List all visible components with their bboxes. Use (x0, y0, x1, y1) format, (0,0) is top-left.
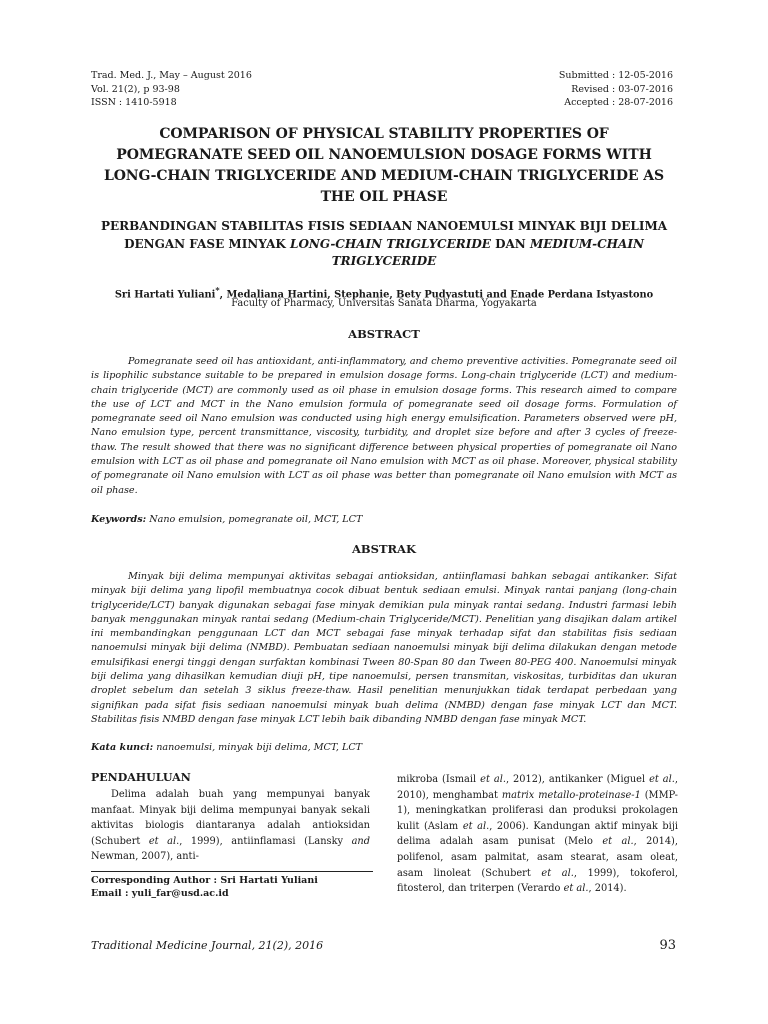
intro-text: , 2014), polifenol, asam palmitat, asam stearat, asam oleat, asam linoleat (Schubert (397, 836, 678, 879)
intro-text: Newman, 2007), anti- (91, 851, 199, 863)
title-id-line (90, 253, 678, 271)
affiliation: Faculty of Pharmacy, Universitas Sanata Dharma, Yogyakarta (231, 298, 537, 309)
intro-text: , 2006). Kandungan aktif minyak biji delima adalah asam punisat (Melo (397, 820, 678, 848)
corresponding-mark: * (215, 285, 220, 295)
title-id-italic: MEDIUM-CHAIN (529, 236, 644, 251)
intro-text: , 1999), tokoferol, fitosterol, dan triterpen (Verardo (397, 867, 678, 895)
page-number: 93 (659, 938, 676, 953)
footer-journal: Traditional Medicine Journal, 21(2), 2016 (91, 939, 324, 952)
title-line: COMPARISON OF PHYSICAL STABILITY PROPERTIES OF (159, 126, 609, 142)
revised-date: Revised : 03-07-2016 (571, 83, 673, 95)
title-id-line (90, 236, 678, 254)
intro-left-column (91, 787, 370, 865)
journal-name: Trad. Med. J., May – August 2016 (91, 70, 252, 81)
title-id-text: DENGAN FASE MINYAK (124, 236, 290, 251)
corresponding-email[interactable]: Email : yuli_far@usd.ac.id (91, 888, 229, 899)
other-authors: , Medaliana Hartini, Stephanie, Bety Pudyastuti and Enade Perdana Istyastono (219, 289, 654, 301)
intro-italic: et al. (148, 835, 180, 847)
journal-issn: ISSN : 1410-5918 (91, 97, 177, 108)
title-id-italic: LONG-CHAIN TRIGLYCERIDE (290, 236, 491, 251)
accepted-date: Accepted : 28-07-2016 (564, 97, 673, 108)
intro-italic: et al. (649, 774, 675, 785)
title-id-italic: TRIGLYCERIDE (331, 254, 437, 268)
abstract-keywords (91, 514, 362, 525)
intro-italic: et al. (480, 774, 506, 785)
intro-italic: and (351, 835, 370, 847)
intro-text: Delima adalah buah yang mempunyai banyak manfaat. Minyak biji delima mempunyai banyak sekali aktivitas biologis diantaranya adalah antioksidan (Schubert (91, 789, 370, 847)
intro-text: (MMP-1), meningkatkan proliferasi dan produksi prokolagen kulit (Aslam (397, 789, 678, 832)
title-line: LONG-CHAIN TRIGLYCERIDE AND MEDIUM-CHAIN TRIGLYCERIDE AS (103, 168, 665, 184)
intro-italic: et al. (563, 883, 589, 895)
abstrak-heading: ABSTRAK (352, 542, 416, 556)
title-line: POMEGRANATE SEED OIL NANOEMULSION DOSAGE FORMS WITH (116, 147, 652, 163)
intro-text: mikroba (Ismail (397, 774, 481, 785)
journal-meta (91, 69, 252, 110)
keywords-label: Keywords: (91, 514, 147, 525)
paper-title (90, 124, 678, 208)
intro-right-column (397, 772, 678, 897)
footnote-divider (91, 871, 373, 872)
intro-text: , 2012), antikanker (Miguel (505, 774, 650, 785)
journal-volume: Vol. 21(2), p 93-98 (91, 83, 180, 95)
abstrak-text (91, 570, 677, 727)
submitted-date: Submitted : 12-05-2016 (558, 70, 673, 81)
abstrak-body: Minyak biji delima mempunyai aktivitas sebagai antioksidan, antiinflamasi bahkan sebagai antikanker. Sifat minyak biji delima yang lipofil membuatnya cocok dibuat bentuk sediaan emulsi. Minyak rantai panjang (long-chain triglyceride/LCT) banyak digunakan sebagai fase minyak demikian pula minyak rantai sedang. Industri farmasi lebih banyak menggunakan minyak rantai sedang (Medium-chain Triglyceride/MCT). Penelitian yang disajikan dalam artikel ini membandingkan penggunaan LCT dan MCT sebagai fase minyak terhadap sifat dan stabilitas fisis sediaan nanoemulsi minyak biji delima (NMBD). Pembuatan sediaan nanoemulsi minyak biji delima dilakukan dengan metode emulsifikasi energi tinggi dengan surfaktan kombinasi Tween 80-Span 80 dan Tween 80-PEG 400. Nanoemulsi minyak biji delima yang dihasilkan kemudian diuji pH, tipe nanoemulsi, persen transmitan, viskositas, turbiditas dan ukuran droplet sebelum dan setelah 3 siklus freeze-thaw. Hasil penelitian menunjukkan tidak terdapat perbedaan yang signifikan pada sifat fisis sediaan nanoemulsi minyak buah delima (NMBD) dengan fase minyak LCT dan MCT. Stabilitas fisis NMBD dengan fase minyak LCT lebih baik dibanding NMBD dengan fase minyak MCT. (91, 571, 677, 725)
title-id-line: PERBANDINGAN STABILITAS FISIS SEDIAAN NANOEMULSI MINYAK BIJI DELIMA (100, 219, 668, 233)
intro-italic: et al. (602, 836, 634, 848)
abstract-heading: ABSTRACT (348, 327, 420, 341)
correspondence-note (91, 874, 318, 900)
intro-text: , 2010), menghambat (397, 774, 679, 801)
kata-kunci-value: nanoemulsi, minyak biji delima, MCT, LCT (153, 742, 363, 753)
intro-text: , 1999), antiinflamasi (Lansky (179, 835, 352, 847)
intro-text: , 2014). (588, 883, 627, 895)
intro-italic: et al. (462, 820, 490, 832)
abstract-text (91, 355, 677, 498)
submission-dates (559, 69, 673, 110)
corresponding-author: Corresponding Author : Sri Hartati Yuliani (91, 875, 318, 886)
intro-italic: matrix metallo-proteinase-1 (501, 789, 641, 801)
intro-italic: et al. (541, 867, 574, 879)
title-line: THE OIL PHASE (320, 189, 448, 205)
first-author: Sri Hartati Yuliani (114, 289, 216, 301)
abstract-body: Pomegranate seed oil has antioxidant, anti-inflammatory, and chemo preventive activities. Pomegranate seed oil is lipophilic substance suitable to be prepared in emulsion dosage forms. Long-chain triglyceride (LCT) and medium-chain triglyceride (MCT) are commonly used as oil phase in emulsion dosage forms. This research aimed to compare the use of LCT and MCT in the Nano emulsion formula of pomegranate seed oil dosage forms. Formulation of pomegranate seed oil Nano emulsion was conducted using high energy emulsification. Parameters observed were pH, Nano emulsion type, percent transmittance, viscosity, turbidity, and droplet size before and after 3 cycles of freeze-thaw. The result showed that there was no significant difference between physical properties of pomegranate oil Nano emulsion with LCT as oil phase and pomegranate oil Nano emulsion with MCT as oil phase. Moreover, physical stability of pomegranate oil Nano emulsion with LCT as oil phase was better than pomegranate oil Nano emulsion with MCT as oil phase. (91, 356, 677, 496)
paper-title-indonesian (90, 218, 678, 271)
title-id-text: DAN (490, 236, 530, 251)
intro-heading: PENDAHULUAN (91, 771, 191, 784)
kata-kunci-label: Kata kunci: (91, 742, 154, 753)
keywords-value: Nano emulsion, pomegranate oil, MCT, LCT (146, 514, 363, 525)
abstrak-keywords (91, 742, 362, 753)
